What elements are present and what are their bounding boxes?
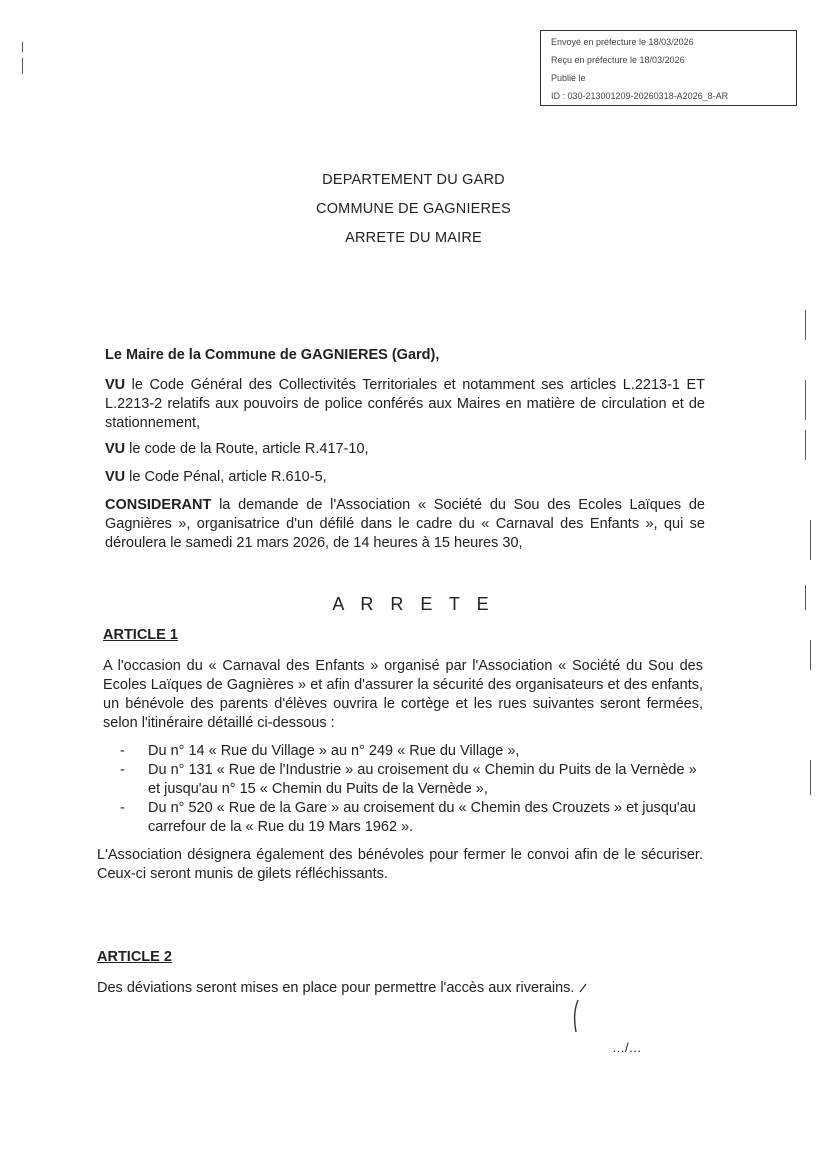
vu-label: VU (105, 469, 126, 485)
article-2-heading: ARTICLE 2 (97, 949, 172, 965)
considerant-text: la demande de l'Association « Société du Sou des Ecoles Laïques de Gagnières », organisatrice d'un défilé dans le cadre du « Carnaval des Enfants », qui se déroulera le samedi 21 mars 2026, de 14 heures à 15 heures 30, (105, 497, 705, 551)
article-1-intro: A l'occasion du « Carnaval des Enfants » organisé par l'Association « Société du Sou des Ecoles Laïques de Gagnières » et afin d'assurer la sécurité des organisateurs et des enfants, un bénévole des parents d'élèves ouvrira le cortège et les rues suivantes seront fermées, selon l'itinéraire détaillé ci-dessous : (103, 658, 703, 731)
prefecture-stamp (540, 30, 797, 106)
route-item: - Du n° 131 « Rue de l'Industrie » au croisement du « Chemin du Puits de la Vernède » et jusqu'au n° 15 « Chemin du Puits de la Vernède », (120, 761, 710, 799)
stamp-id-line: ID : 030-213001209-20260318-A2026_8-AR (551, 91, 729, 101)
vu-cgct-text: le Code Général des Collectivités Territoriales et notamment ses articles L.2213-1 ET L.2213-2 relatifs aux pouvoirs de police conférés aux Maires en matière de circulation et de stationnement, (105, 377, 705, 431)
scan-mark (805, 380, 806, 420)
scan-mark (805, 430, 806, 460)
continuation-mark: …/… (612, 1040, 642, 1055)
scan-mark (810, 520, 811, 560)
article-2-text: Des déviations seront mises en place pour permettre l'accès aux riverains. (97, 980, 575, 996)
vu-label: VU (105, 377, 126, 393)
article-1-closing: L'Association désignera également des bénévoles pour fermer le convoi afin de le sécuriser. Ceux-ci seront munis de gilets réfléchissants. (97, 847, 703, 882)
scan-mark (810, 760, 811, 795)
considerant-paragraph (105, 496, 705, 553)
vu-label: VU (105, 441, 126, 457)
stamp-received-line: Reçu en préfecture le 18/03/2026 (551, 55, 685, 65)
stamp-sent-line: Envoyé en préfecture le 18/03/2026 (551, 37, 694, 47)
document-title: ARRETE DU MAIRE (345, 230, 482, 246)
pen-stroke-mark (568, 980, 592, 1036)
scan-mark (810, 640, 811, 670)
route-item: - Du n° 520 « Rue de la Gare » au croisement du « Chemin des Crouzets » et jusqu'au carrefour de la « Rue du 19 Mars 1962 ». (120, 799, 710, 837)
scan-mark (22, 58, 23, 74)
route-list (120, 742, 710, 837)
department-heading: DEPARTEMENT DU GARD (322, 172, 505, 188)
vu-penal-text: le Code Pénal, article R.610-5, (125, 469, 327, 485)
arrete-heading: A R R E T E (332, 594, 495, 614)
vu-cgct-paragraph (105, 376, 705, 433)
commune-heading: COMMUNE DE GAGNIERES (316, 201, 511, 217)
route-item: - Du n° 14 « Rue du Village » au n° 249 « Rue du Village », (120, 742, 710, 761)
vu-route-paragraph (105, 440, 705, 459)
stamp-published-line: Publié le (551, 73, 586, 83)
article-1-heading: ARTICLE 1 (103, 627, 178, 643)
vu-penal-paragraph (105, 468, 705, 487)
vu-route-text: le code de la Route, article R.417-10, (125, 441, 369, 457)
considerant-label: CONSIDERANT (105, 497, 212, 513)
scan-mark (805, 310, 806, 340)
mayor-line: Le Maire de la Commune de GAGNIERES (Gard), (105, 347, 440, 363)
scan-mark (22, 42, 23, 52)
